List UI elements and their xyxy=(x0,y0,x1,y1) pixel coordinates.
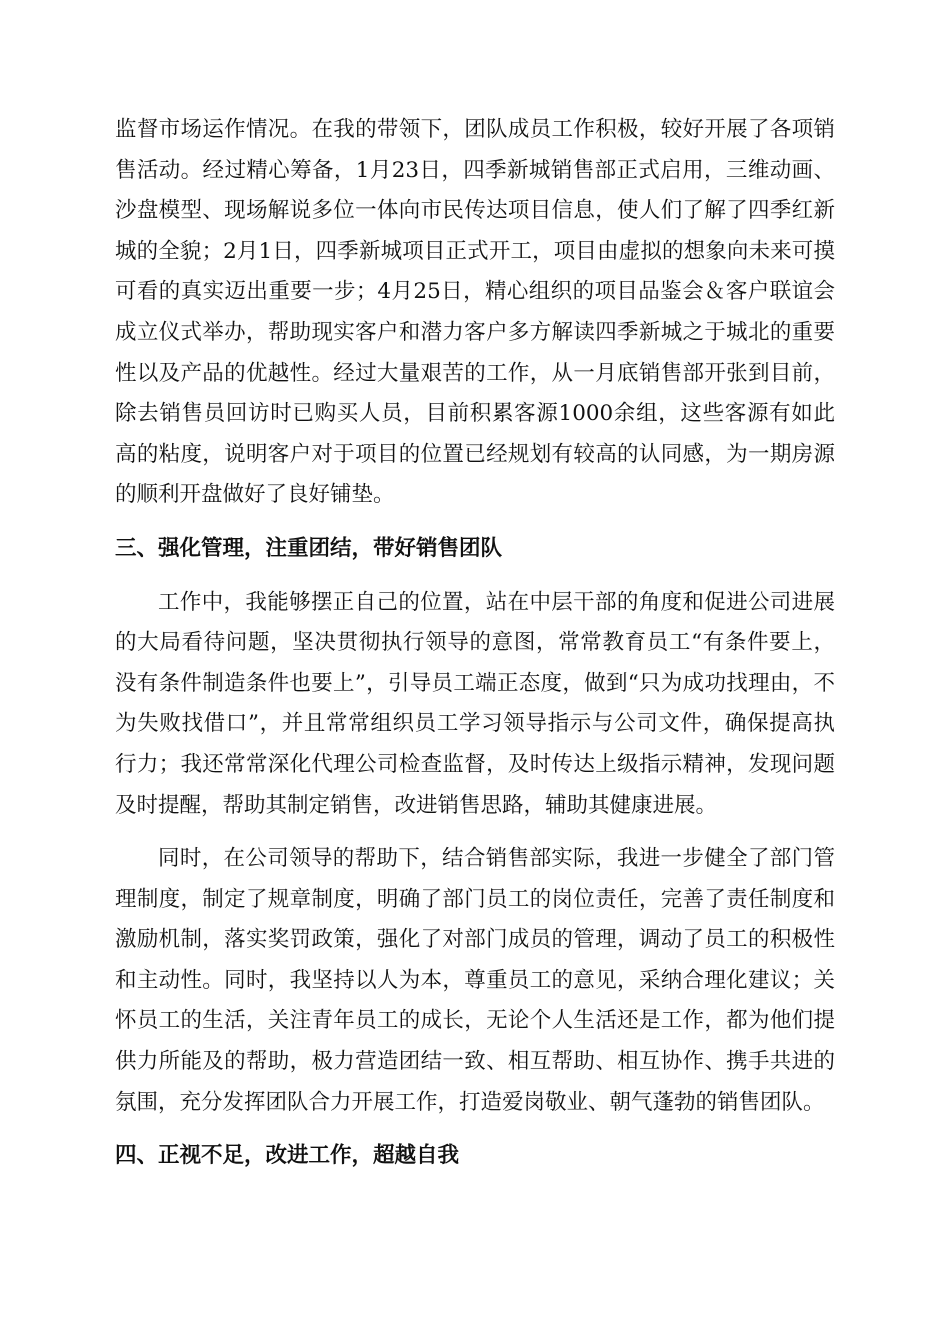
document-body xyxy=(115,110,835,1177)
section-heading-3: 三、强化管理，注重团结，带好销售团队 xyxy=(115,535,503,561)
spacer xyxy=(115,1123,835,1136)
paragraph-management: 工作中，我能够摆正自己的位置，站在中层干部的角度和促进公司进展的大局看待问题，坚决贯彻执行领导的意图，常常教育员工“有条件要上，没有条件制造条件也要上”，引导员工端正态度，做到“只为成功找理由，不为失败找借口”，并且常常组织员工学习领导指示与公司文件，确保提高执行力；我还常常深化代理公司检查监督，及时传达上级指示精神，发现问题及时提醒，帮助其制定销售，改进销售思路，辅助其健康进展。 xyxy=(115,589,835,818)
paragraph-market-operations: 监督市场运作情况。在我的带领下，团队成员工作积极，较好开展了各项销售活动。经过精心筹备，1月23日，四季新城销售部正式启用，三维动画、沙盘模型、现场解说多位一体向市民传达项目信息，使人们了解了四季红新城的全貌；2月1日，四季新城项目正式开工，项目由虚拟的想象向未来可摸可看的真实迈出重要一步；4月25日，精心组织的项目品鉴会＆客户联谊会成立仪式举办，帮助现实客户和潜力客户多方解读四季新城之于城北的重要性以及产品的优越性。经过大量艰苦的工作，从一月底销售部开张到目前，除去销售员回访时已购买人员，目前积累客源1000余组，这些客源有如此高的粘度，说明客户对于项目的位置已经规划有较高的认同感，为一期房源的顺利开盘做好了良好铺垫。 xyxy=(115,117,835,508)
section-heading-4: 四、正视不足，改进工作，超越自我 xyxy=(115,1143,460,1169)
spacer xyxy=(115,570,835,583)
spacer xyxy=(115,826,835,839)
spacer xyxy=(115,516,835,529)
paragraph-team-building: 同时，在公司领导的帮助下，结合销售部实际，我进一步健全了部门管理制度，制定了规章制度，明确了部门员工的岗位责任，完善了责任制度和激励机制，落实奖罚政策，强化了对部门成员的管理，调动了员工的积极性和主动性。同时，我坚持以人为本，尊重员工的意见，采纳合理化建议；关怀员工的生活，关注青年员工的成长，无论个人生活还是工作，都为他们提供力所能及的帮助，极力营造团结一致、相互帮助、相互协作、携手共进的氛围，充分发挥团队合力开展工作，打造爱岗敬业、朝气蓬勃的销售团队。 xyxy=(115,846,835,1115)
